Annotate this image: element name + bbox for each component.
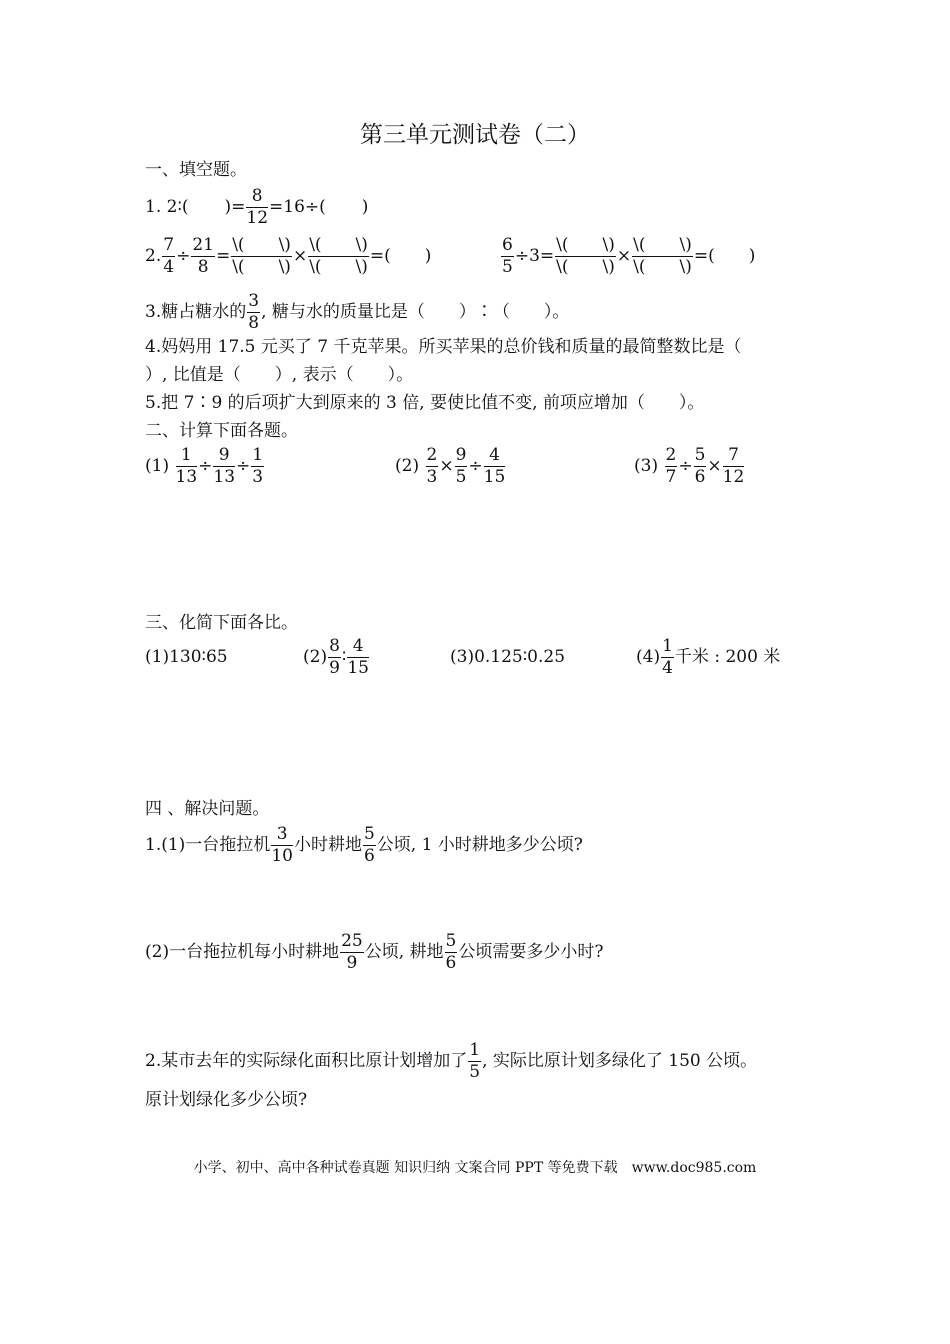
fraction: $\frac{2}{3}$	[426, 445, 438, 487]
page-title: 第三单元测试卷（二）	[360, 122, 590, 148]
problem-1-2: (2)一台拖拉机每小时耕地 $\frac{25}{9}$ 公顷, 耕地 $\frac{5}{6}$ 公顷需要多少小时?	[145, 931, 604, 973]
fraction: $\frac{4}{15}$	[483, 445, 506, 487]
section-heading: 二、计算下面各题。	[145, 421, 298, 441]
ratio-problem-4: (4) $\frac{1}{4}$ 千米 : 200 米	[636, 636, 781, 678]
q4-line-1: 4.妈妈用 17.5 元买了 7 千克苹果。所买苹果的总价钱和质量的最简整数比是（	[145, 337, 742, 357]
fraction: $\frac{6}{5}$	[502, 235, 513, 277]
section-heading: 三、化简下面各比。	[145, 613, 298, 633]
fraction: $\frac{9}{13}$	[213, 445, 236, 487]
fraction: $\frac{7}{12}$	[722, 445, 745, 487]
fraction: $\frac{3}{10}$	[271, 824, 293, 866]
q4-line-2: ）, 比值是（ ）, 表示（ ）。	[145, 365, 414, 385]
fraction: $\frac{2}{7}$	[665, 445, 677, 487]
fraction: $\frac{9}{5}$	[455, 445, 467, 487]
fraction: $\frac{8}{12}$	[246, 186, 269, 228]
section-heading: 四 、解决问题。	[145, 799, 270, 819]
fraction: $\frac{3}{8}$	[248, 291, 260, 333]
fraction: $\frac{5}{6}$	[363, 824, 375, 866]
fraction: $\frac{5}{6}$	[445, 931, 457, 973]
fraction: $\frac{1}{13}$	[175, 445, 198, 487]
fraction: $\frac{7}{4}$	[163, 235, 175, 277]
calc-problem-3: (3) $\frac{2}{7}$ ÷ $\frac{5}{6}$ × $\frac{7}{12}$	[634, 445, 745, 487]
q2-line-left: 2. $\frac{7}{4}$ ÷ $\frac{21}{8}$ = $\frac{\backslash( \backslash)}{\backslash( \backslash)}$ × $\frac{\backslash( \backslash)}{\backslash( \backslash)}$ =( )	[145, 235, 432, 277]
blank-fraction: $\frac{\backslash( \backslash)}{\backslash( \backslash)}$	[309, 235, 368, 277]
fraction: $\frac{1}{4}$	[662, 636, 673, 678]
fraction: $\frac{8}{9}$	[329, 636, 340, 678]
section-heading: 一、填空题。	[145, 160, 247, 180]
ratio-problem-3: (3)0.125∶0.25	[450, 647, 566, 667]
footer-text: 小学、初中、高中各种试卷真题 知识归纳 文案合同 PPT 等免费下载 www.doc985.com	[193, 1160, 757, 1176]
fraction: $\frac{1}{5}$	[469, 1040, 481, 1082]
fraction: $\frac{4}{15}$	[347, 636, 369, 678]
q5-line: 5.把 7∶9 的后项扩大到原来的 3 倍, 要使比值不变, 前项应增加（ ）。	[145, 393, 705, 413]
calc-problem-1: (1) $\frac{1}{13}$ ÷ $\frac{9}{13}$ ÷ $\frac{1}{3}$	[145, 445, 264, 487]
fraction: $\frac{1}{3}$	[252, 445, 264, 487]
ratio-problem-2: (2) $\frac{8}{9}$ ∶ $\frac{4}{15}$	[303, 636, 369, 678]
fraction: $\frac{25}{9}$	[341, 931, 363, 973]
q2-line-right: $\frac{6}{5}$ ÷3= $\frac{\backslash( \backslash)}{\backslash( \backslash)}$ × $\frac{\backslash( \backslash)}{\backslash( \backslash)}$ =( )	[502, 235, 756, 277]
fraction: $\frac{21}{8}$	[192, 235, 214, 277]
q3-line: 3.糖占糖水的 $\frac{3}{8}$ , 糖与水的质量比是（ ）∶（ ）。	[145, 291, 570, 333]
ratio-problem-1: (1)130∶65	[145, 647, 228, 667]
blank-fraction: $\frac{\backslash( \backslash)}{\backslash( \backslash)}$	[556, 235, 615, 277]
fraction: $\frac{5}{6}$	[694, 445, 706, 487]
problem-1-1: 1.(1)一台拖拉机 $\frac{3}{10}$ 小时耕地 $\frac{5}{6}$ 公顷, 1 小时耕地多少公顷?	[145, 824, 583, 866]
calc-problem-2: (2) $\frac{2}{3}$ × $\frac{9}{5}$ ÷ $\frac{4}{15}$	[395, 445, 506, 487]
problem-2-line-2: 原计划绿化多少公顷?	[145, 1090, 308, 1110]
blank-fraction: $\frac{\backslash( \backslash)}{\backslash( \backslash)}$	[633, 235, 692, 277]
problem-2-line-1: 2.某市去年的实际绿化面积比原计划增加了 $\frac{1}{5}$ , 实际比原计划多绿化了 150 公顷。	[145, 1040, 758, 1082]
q1-line: 1. 2∶( )= $\frac{8}{12}$ =16÷( )	[145, 186, 369, 228]
blank-fraction: $\frac{\backslash( \backslash)}{\backslash( \backslash)}$	[232, 235, 291, 277]
